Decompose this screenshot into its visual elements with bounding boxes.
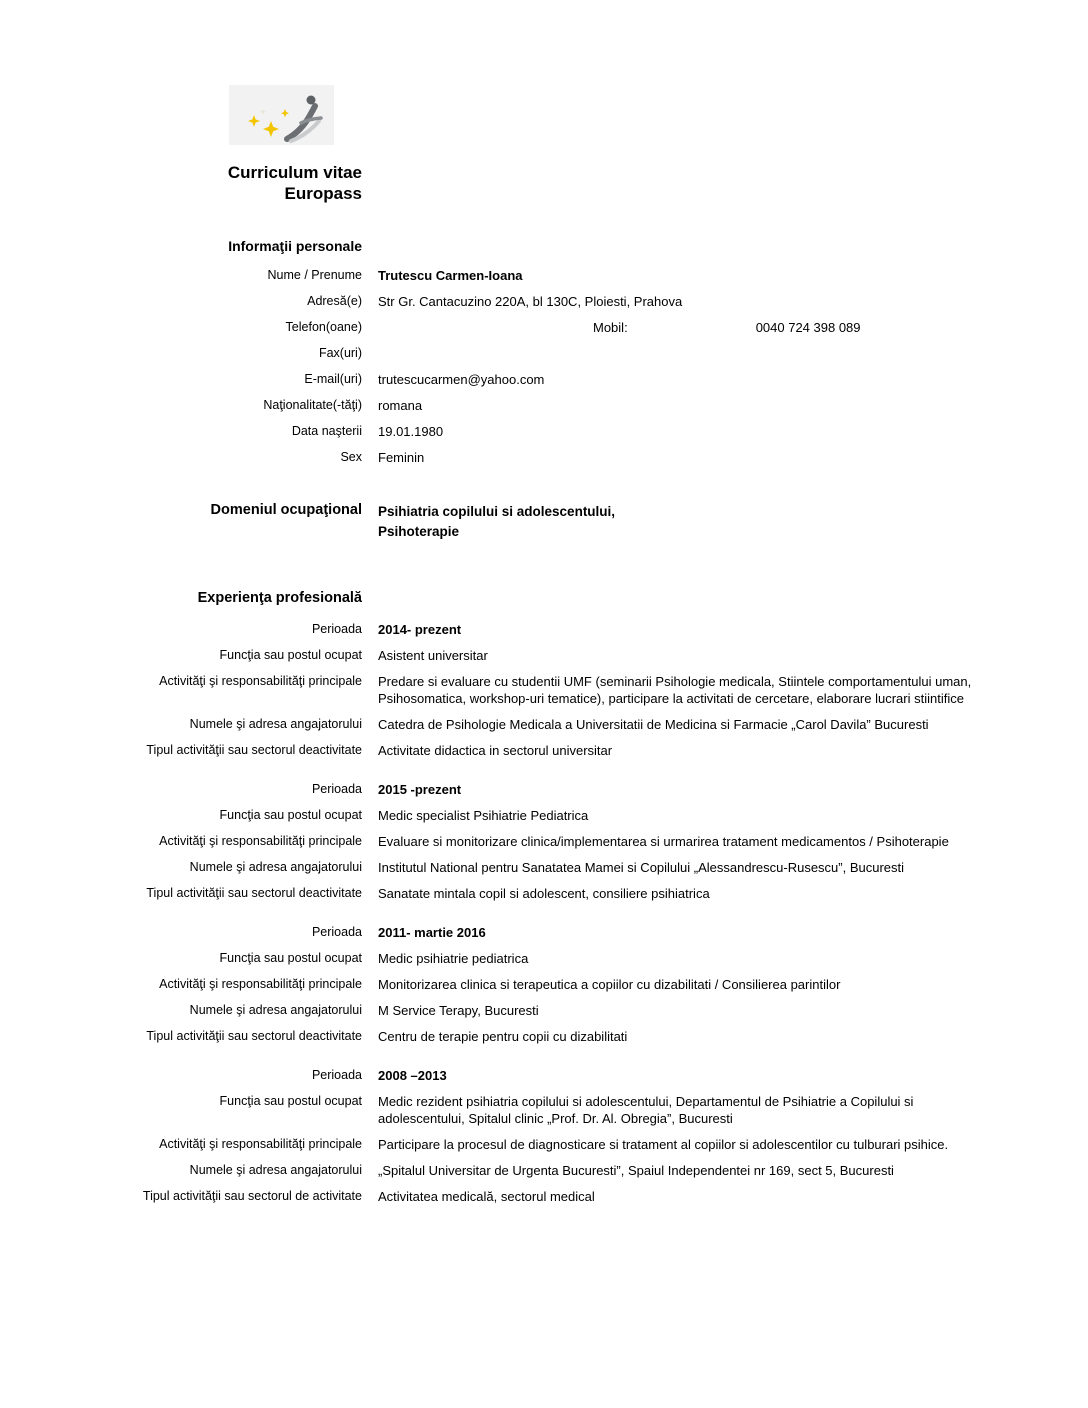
value-birthdate: 19.01.1980 — [378, 424, 444, 439]
value-period: 2015 -prezent — [378, 782, 462, 797]
label-position: Funcţia sau postul ocupat — [219, 808, 362, 822]
value-sector: Centru de terapie pentru copii cu dizabilitati — [378, 1029, 628, 1044]
value-activities: Monitorizarea clinica si terapeutica a copiilor cu dizabilitati / Consilierea parintilor — [378, 977, 841, 992]
label-period: Perioada — [311, 1068, 362, 1082]
value-name: Trutescu Carmen-Ioana — [378, 268, 523, 283]
experience-entry — [100, 924, 1038, 1045]
value-sex: Feminin — [378, 450, 425, 465]
value-employer: M Service Terapy, Bucuresti — [378, 1003, 539, 1018]
experience-entry — [100, 621, 1038, 759]
value-occupational-domain — [378, 502, 615, 542]
label-sex: Sex — [340, 450, 362, 464]
value-period: 2011- martie 2016 — [378, 925, 486, 940]
label-email: E-mail(uri) — [304, 372, 362, 386]
label-sector: Tipul activităţii sau sectorul deactivitate — [146, 743, 362, 757]
value-employer: Institutul National pentru Sanatatea Mamei si Copilului „Alessandrescu-Rusescu”, Bucuresti — [378, 860, 905, 875]
label-period: Perioada — [311, 622, 362, 636]
value-phone — [378, 319, 861, 336]
value-period: 2014- prezent — [378, 622, 462, 637]
value-address: Str Gr. Cantacuzino 220A, bl 130C, Ploiesti, Prahova — [378, 294, 683, 309]
label-nationality: Naţionalitate(-tăţi) — [263, 398, 362, 412]
section-occupational-domain: Domeniul ocupaţional — [210, 502, 362, 518]
value-position: Asistent universitar — [378, 648, 488, 663]
label-sector: Tipul activităţii sau sectorul deactivitate — [146, 886, 362, 900]
value-position: Medic rezident psihiatria copilului si adolescentului, Departamentul de Psihiatrie a Copilului si adolescentului, Spitalul clinic „Prof. Dr. Al. Obregia”, Bucuresti — [378, 1094, 914, 1126]
europass-logo-icon — [229, 85, 334, 145]
label-birthdate: Data naşterii — [291, 424, 362, 438]
domain-line2: Psihoterapie — [378, 524, 460, 539]
europass-logo-wrap — [100, 85, 362, 150]
value-position: Medic specialist Psihiatrie Pediatrica — [378, 808, 589, 823]
cv-title-line2: Europass — [284, 184, 362, 203]
label-employer: Numele şi adresa angajatorului — [189, 1163, 362, 1177]
label-activities: Activităţi şi responsabilităţi principale — [159, 834, 362, 848]
label-sector: Tipul activităţii sau sectorul de activitate — [142, 1189, 362, 1203]
value-activities: Predare si evaluare cu studentii UMF (seminarii Psihologie medicala, Stiintele comportamentului uman, Psihosomatica, workshop-uri tematice), participare la activitati de cercetare, elaborare lucrari stiintifice — [378, 674, 972, 706]
cv-title-line1: Curriculum vitae — [227, 163, 362, 182]
value-sector: Activitatea medicală, sectorul medical — [378, 1189, 595, 1204]
value-email: trutescucarmen@yahoo.com — [378, 372, 545, 387]
value-sector: Activitate didactica in sectorul universitar — [378, 743, 613, 758]
cv-title — [100, 162, 362, 204]
label-mobile: Mobil: — [593, 320, 628, 335]
domain-line1: Psihiatria copilului si adolescentului, — [378, 504, 616, 519]
label-activities: Activităţi şi responsabilităţi principale — [159, 674, 362, 688]
label-phone: Telefon(oane) — [285, 320, 362, 334]
value-nationality: romana — [378, 398, 423, 413]
label-activities: Activităţi şi responsabilităţi principale — [159, 1137, 362, 1151]
value-employer: „Spitalul Universitar de Urgenta Bucuresti”, Spaiul Independentei nr 169, sect 5, Bucuresti — [378, 1163, 894, 1178]
label-employer: Numele şi adresa angajatorului — [189, 717, 362, 731]
label-employer: Numele şi adresa angajatorului — [189, 1003, 362, 1017]
value-sector: Sanatate mintala copil si adolescent, consiliere psihiatrica — [378, 886, 710, 901]
label-name: Nume / Prenume — [267, 268, 362, 282]
value-activities: Participare la procesul de diagnosticare si tratament al copiilor si adolescentilor cu tulburari psihice. — [378, 1137, 949, 1152]
label-position: Funcţia sau postul ocupat — [219, 951, 362, 965]
value-period: 2008 –2013 — [378, 1068, 447, 1083]
label-employer: Numele şi adresa angajatorului — [189, 860, 362, 874]
value-mobile: 0040 724 398 089 — [755, 320, 861, 335]
value-activities: Evaluare si monitorizare clinica/implementarea si urmarirea tratament medicamentos / Psihoterapie — [378, 834, 949, 849]
label-fax: Fax(uri) — [318, 346, 362, 360]
label-address: Adresă(e) — [307, 294, 362, 308]
experience-entry — [100, 1067, 1038, 1205]
label-sector: Tipul activităţii sau sectorul deactivitate — [146, 1029, 362, 1043]
value-employer: Catedra de Psihologie Medicala a Universitatii de Medicina si Farmacie „Carol Davila” Bucuresti — [378, 717, 929, 732]
section-personal-info: Informaţii personale — [228, 238, 362, 254]
label-period: Perioada — [311, 782, 362, 796]
section-professional-experience: Experienţa profesională — [197, 590, 362, 606]
experience-entry — [100, 781, 1038, 902]
label-period: Perioada — [311, 925, 362, 939]
label-position: Funcţia sau postul ocupat — [219, 1094, 362, 1108]
label-activities: Activităţi şi responsabilităţi principale — [159, 977, 362, 991]
value-position: Medic psihiatrie pediatrica — [378, 951, 529, 966]
label-position: Funcţia sau postul ocupat — [219, 648, 362, 662]
